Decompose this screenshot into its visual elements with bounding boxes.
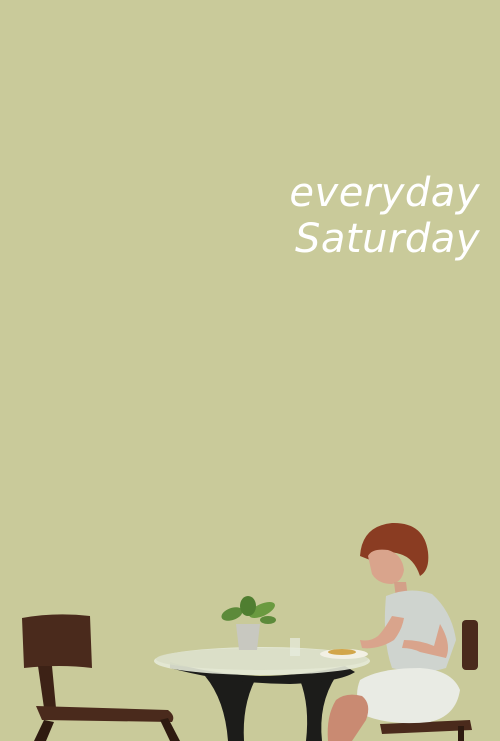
title-line-2: Saturday (295, 216, 480, 262)
empty-chair (22, 614, 180, 741)
title-line-1: everyday (289, 170, 480, 216)
potted-plant (220, 596, 278, 650)
seated-woman (328, 523, 460, 741)
